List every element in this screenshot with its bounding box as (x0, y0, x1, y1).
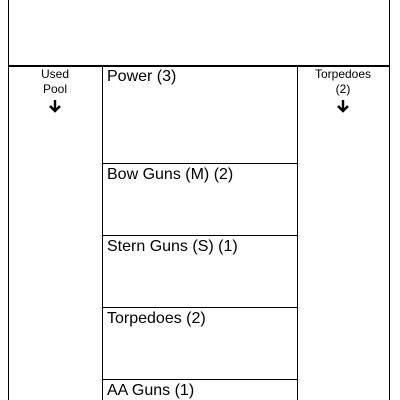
center-column-right-border (297, 66, 298, 400)
used-pool-line1: Used (40, 67, 69, 81)
torpedoes-pool-line2: (2) (335, 82, 351, 96)
slot-power: Power (3) (107, 68, 177, 85)
used-pool-line2: Pool (42, 82, 68, 96)
slot-bow-guns: Bow Guns (M) (2) (107, 166, 234, 183)
torpedoes-pool-label (304, 67, 382, 113)
slot-divider (102, 307, 298, 308)
right-border (389, 66, 390, 400)
slot-divider (102, 235, 298, 236)
center-column-left-border (102, 66, 103, 400)
slot-divider (102, 163, 298, 164)
slot-divider (102, 379, 298, 380)
down-arrow-icon (48, 99, 62, 113)
down-arrow-icon (336, 99, 350, 113)
left-border (8, 66, 9, 400)
torpedoes-pool-line1: Torpedoes (314, 67, 372, 81)
slot-aa-guns: AA Guns (1) (107, 382, 195, 399)
slot-torpedoes: Torpedoes (2) (107, 310, 206, 327)
used-pool-label (30, 67, 80, 113)
slot-stern-guns: Stern Guns (S) (1) (107, 238, 238, 255)
top-panel (8, 0, 390, 66)
